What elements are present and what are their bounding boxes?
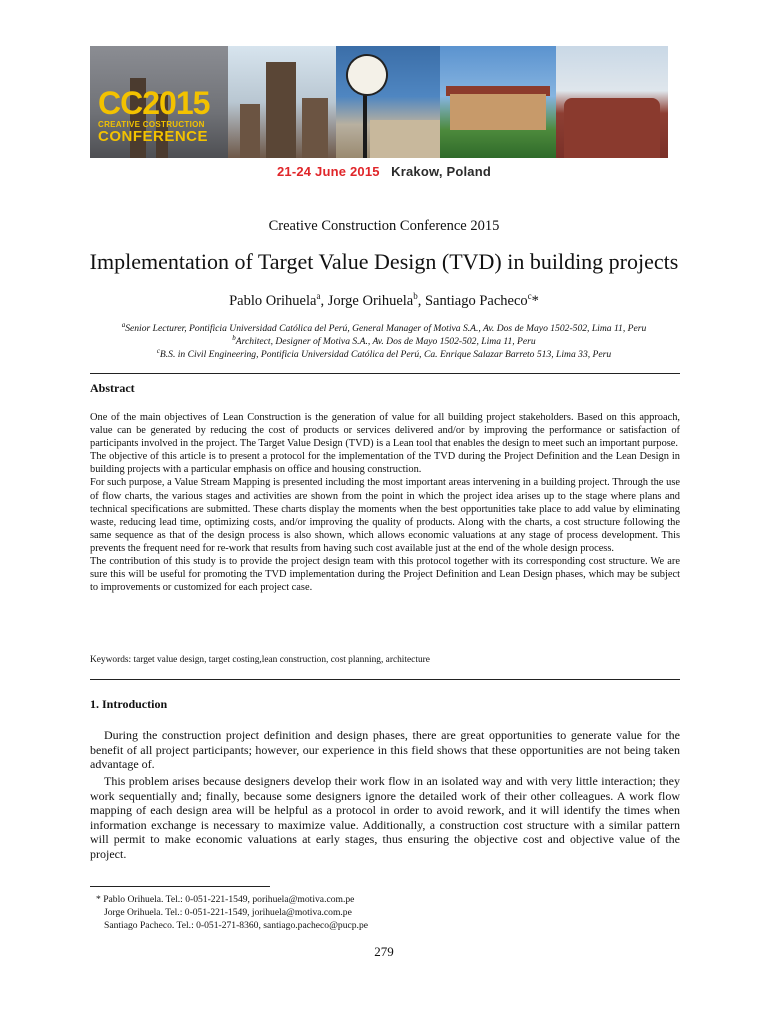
banner-panel-church — [228, 46, 336, 158]
author-name: Santiago Pacheco — [424, 292, 528, 309]
church-side-shape — [240, 104, 260, 158]
city-sign-icon — [338, 46, 395, 103]
affiliation — [0, 347, 768, 360]
footnote: * Pablo Orihuela. Tel.: 0-051-221-1549, porihuela@motiva.com.pe — [96, 894, 355, 905]
affiliation — [0, 321, 768, 334]
keywords: Keywords: target value design, target costing,lean construction, cost planning, architecture — [90, 655, 430, 665]
abstract-text: The contribution of this study is to provide the project design team with this protocol together with its corresponding cost structure. We are sure this will be useful for promoting the TVD implementation during the Project Definition and Lean Design phases, which may be subject to improvements or customized for each project case. — [90, 556, 680, 594]
banner-panel-square — [336, 46, 440, 158]
author-sup: a — [316, 291, 321, 301]
banner-panel-castle — [440, 46, 556, 158]
intro-paragraph: This problem arises because designers develop their work flow in an isolated way and with very little interaction; they work sequentially and; finally, because some designers ignore the detailed work of their other colleagues. A work flow mapping of each design area will be helpful as a protocol in order to avoid rework, and it will identify the times when information exchange is necessary to maximize value. Additionally, a construction cost structure with a similar pattern will permit to make economic valuations at early stages, thus ensuring the objective cost and objective value of the project. — [90, 774, 680, 861]
castle-wall-shape — [450, 94, 546, 130]
footnote: Jorge Orihuela. Tel.: 0-051-221-1549, jorihuela@motiva.com.pe — [104, 907, 352, 918]
logo-conference: CONFERENCE — [98, 128, 209, 145]
affiliation-sup: b — [232, 334, 236, 342]
author-list — [0, 291, 768, 310]
logo-year: CC2015 — [98, 85, 210, 121]
divider — [90, 373, 680, 374]
intro-paragraph: During the construction project definition and design phases, there are great opportunities to generate value for the benefit of all project participants; however, our experience in this field shows that these opportunities are not being taken advantage of. — [90, 728, 680, 772]
event-date: 21-24 June 2015 — [276, 164, 380, 179]
affiliation-text: B.S. in Civil Engineering, Pontificia Universidad Católica del Perú, Ca. Enrique Salazar Barreto 513, Lima 33, Peru — [159, 349, 612, 361]
page-number: 279 — [374, 944, 394, 959]
abstract-text: For such purpose, a Value Stream Mapping is presented including the most important areas intervening in a building project. Through the use of flow charts, the various stages and activities are shown from the point in which the project idea arises up to the stage where plans and technical specifications are submitted. These charts display the moments when the best opportunities take place to add value by eliminating waste, reducing lead time, optimizing costs, and/or improving the quality of products. Along with the charts, a cost structure following the same sequence as that of the design process is also shown, which allows economic valuations at any stage of process development. This prevents the frequent need for re-work that results from having such cost available just at the end of the whole design process. — [90, 477, 680, 554]
author-sup: c — [527, 291, 532, 301]
banner-panel-barbican — [556, 46, 668, 158]
event-line — [0, 164, 768, 179]
footnote: Santiago Pacheco. Tel.: 0-051-271-8360, santiago.pacheco@pucp.pe — [104, 920, 369, 931]
event-place-text: Krakow, Poland — [391, 164, 491, 179]
author-sep: , — [320, 292, 328, 309]
abstract-heading: Abstract — [90, 381, 135, 395]
footnote-rule — [90, 886, 270, 887]
paper-title: Implementation of Target Value Design (TVD) in building projects — [89, 249, 679, 274]
affiliation — [0, 334, 768, 347]
conference-banner — [90, 46, 668, 158]
author-name: Pablo Orihuela — [229, 292, 317, 309]
banner-panel-logo — [90, 46, 228, 158]
barbican-shape — [564, 98, 660, 158]
church-side-shape — [302, 98, 328, 158]
abstract-paragraph — [90, 411, 680, 594]
conference-name: Creative Construction Conference 2015 — [268, 218, 500, 234]
logo-subtitle: CREATIVE COSTRUCTION — [98, 120, 205, 129]
author-name: Jorge Orihuela — [327, 292, 414, 309]
affiliation-sup: c — [156, 347, 160, 355]
author-sep: * — [531, 292, 539, 309]
divider — [90, 679, 680, 680]
sign-pole-shape — [363, 86, 367, 158]
cloth-hall-shape — [370, 120, 440, 158]
conference-logo — [98, 85, 222, 145]
affiliation-sup: a — [121, 321, 126, 329]
church-tower-shape — [266, 62, 296, 158]
event-place — [384, 164, 491, 179]
affiliation-text: Senior Lecturer, Pontificia Universidad Católica del Perú, General Manager of Motiva S.A., Av. Dos de Mayo 1502-502, Lima 11, Peru — [125, 323, 647, 335]
author-sep: , — [417, 292, 425, 309]
author-sup: b — [413, 291, 418, 301]
intro-heading: 1. Introduction — [90, 697, 168, 711]
abstract-text: The objective of this article is to present a protocol for the implementation of the TVD during the Project Definition and the Lean Design in building projects with a particular emphasis on office and housing construction. — [90, 451, 680, 476]
abstract-text: One of the main objectives of Lean Construction is the generation of value for all building project stakeholders. Based on this approach, value can be generated by reducing the cost of products or services delivered and/or by improving the performance or satisfaction of participants involved in the project. The Target Value Design (TVD) is a Lean tool that enables the design to meet such an important purpose. — [90, 412, 680, 450]
affiliation-text: Architect, Designer of Motiva S.A., Av. Dos de Mayo 1502-502, Lima 11, Peru — [235, 336, 536, 348]
